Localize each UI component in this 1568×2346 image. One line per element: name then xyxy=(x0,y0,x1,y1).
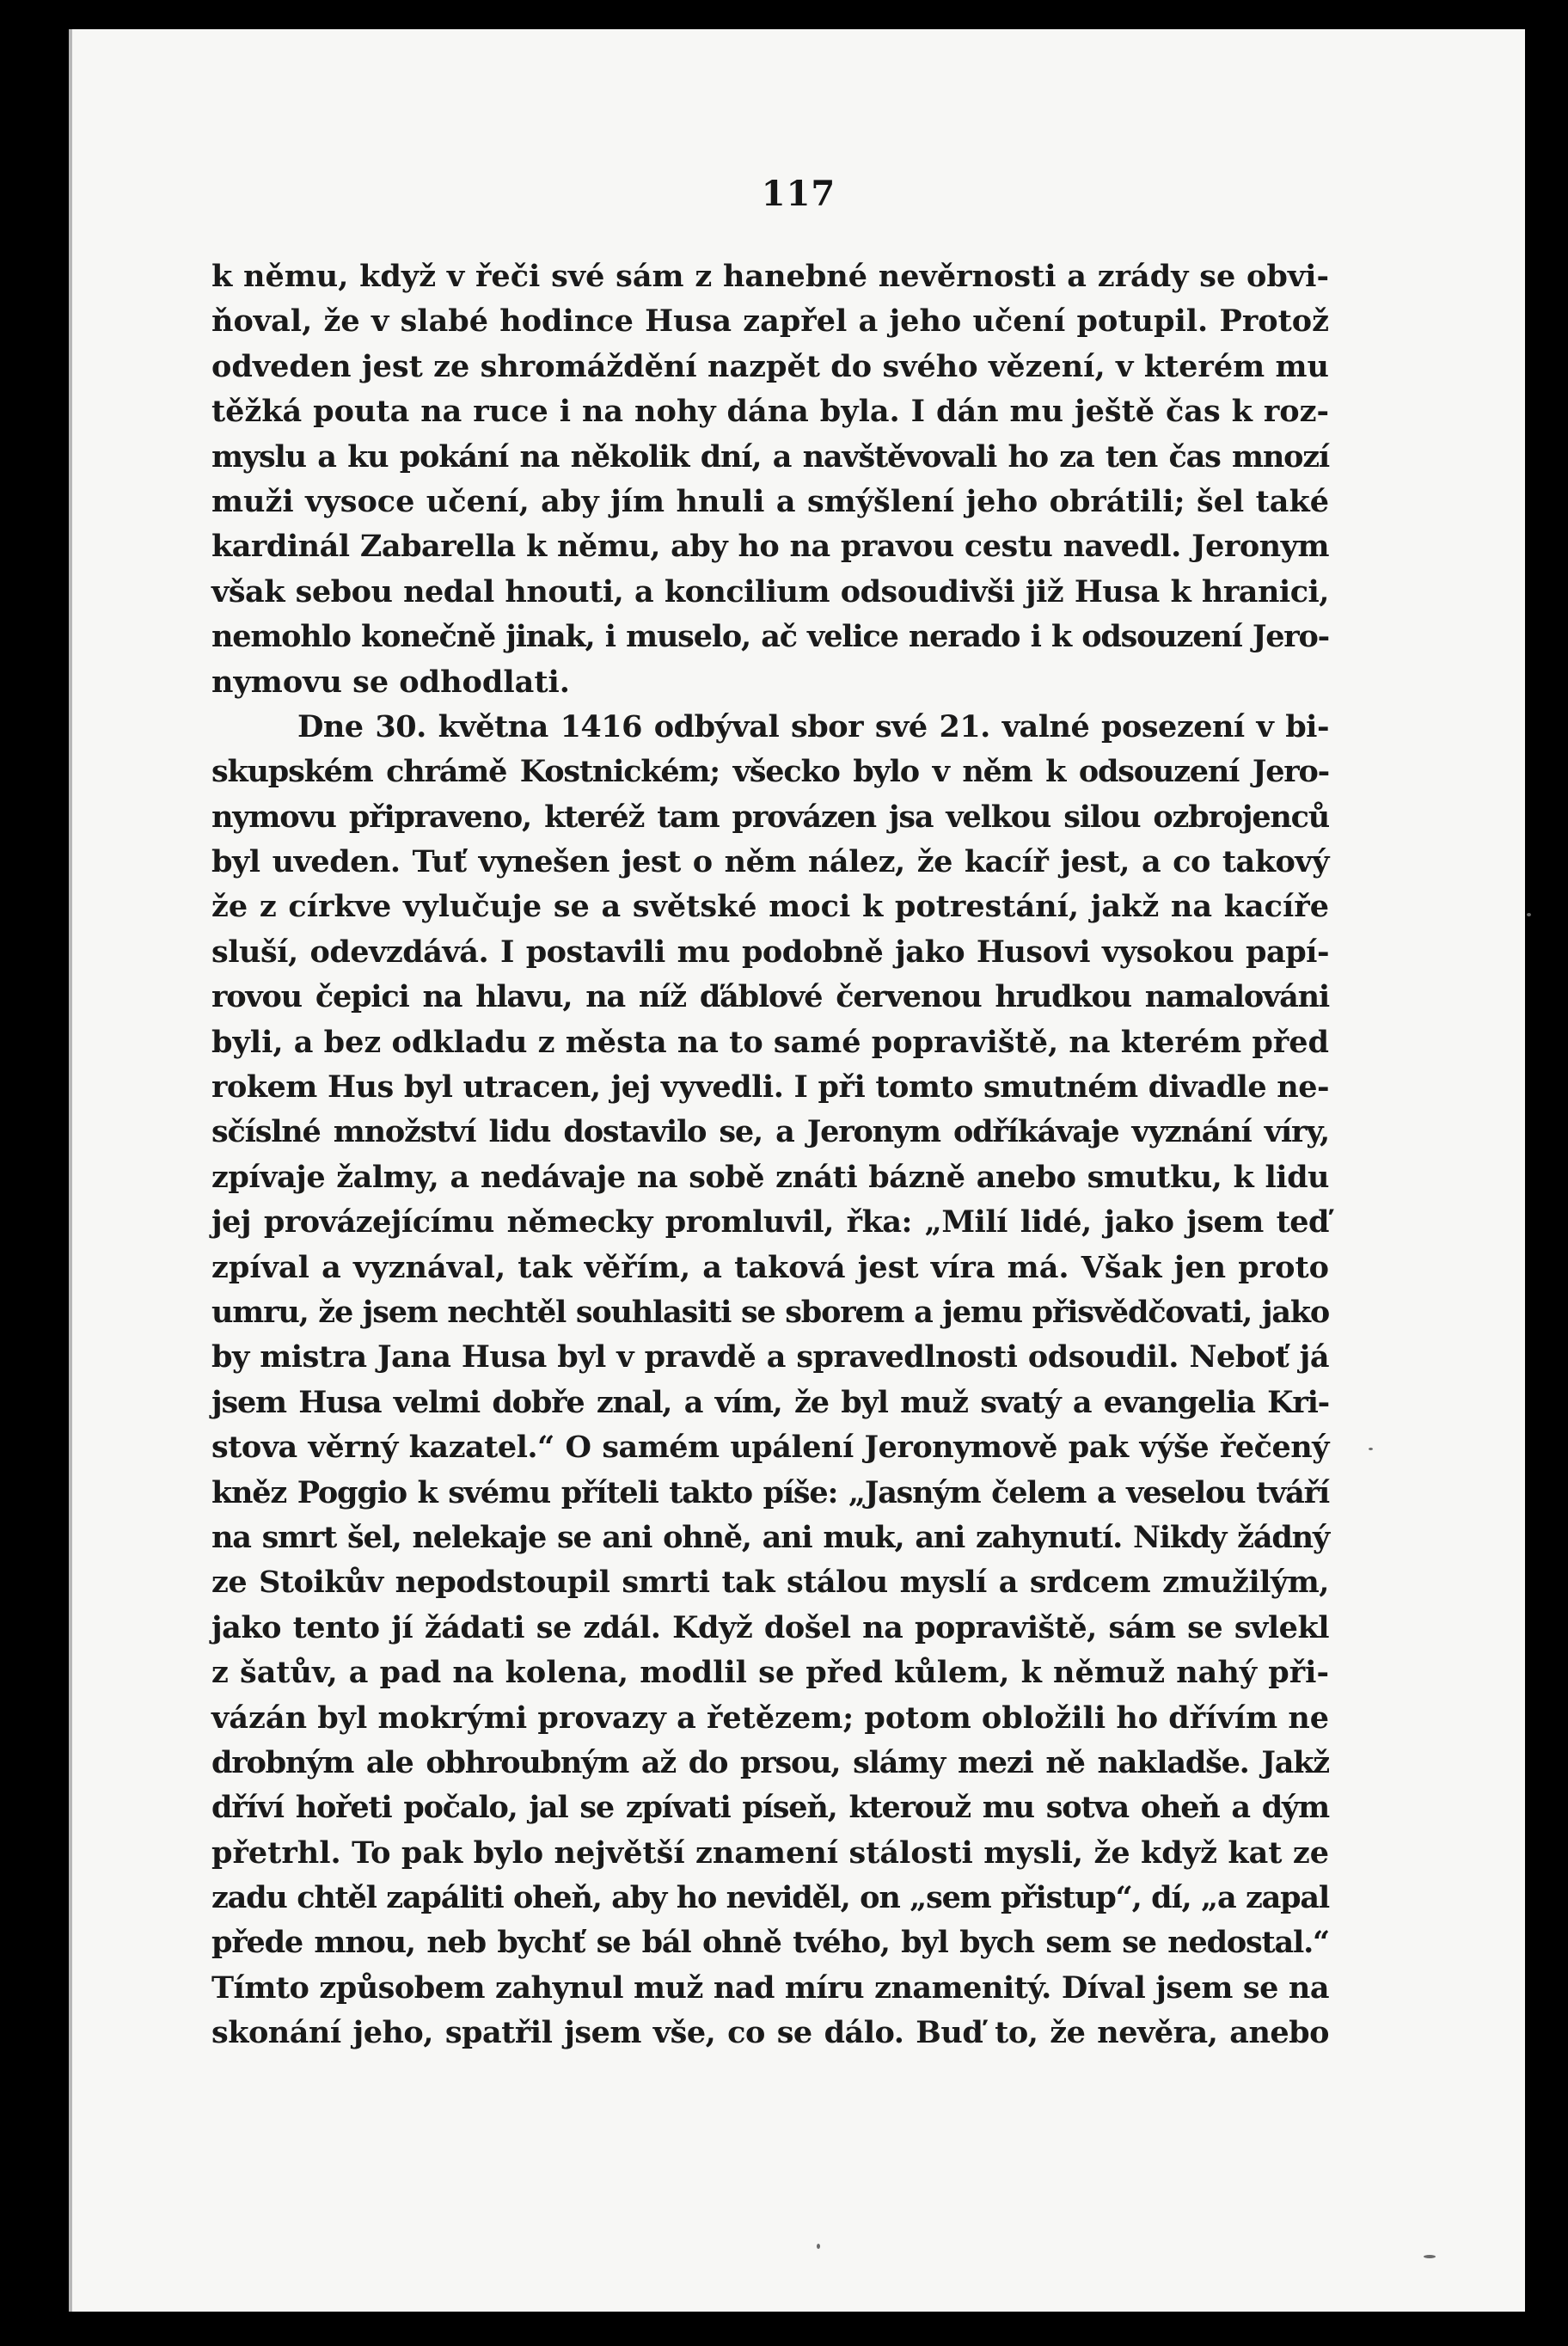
text-line: rovou čepici na hlavu, na níž ďáblové červenou hrudkou namalováni xyxy=(211,979,1329,1015)
scan-speck xyxy=(817,2244,820,2249)
text-line: kardinál Zabarella k němu, aby ho na pravou cestu navedl. Jeronym xyxy=(211,529,1329,565)
text-line: dříví hořeti počalo, jal se zpívati píseň, kterouž mu sotva oheň a dým xyxy=(211,1790,1329,1826)
text-line: sčíslné množství lidu dostavilo se, a Jeronym odříkávaje vyznání víry, xyxy=(211,1114,1329,1150)
text-line: myslu a ku pokání na několik dní, a navštěvovali ho za ten čas mnozí xyxy=(211,438,1329,475)
text-line: jsem Husa velmi dobře znal, a vím, že byl muž svatý a evangelia Kri- xyxy=(211,1384,1329,1420)
text-line: umru, že jsem nechtěl souhlasiti se sborem a jemu přisvědčovati, jako xyxy=(211,1294,1329,1330)
text-line: byli, a bez odkladu z města na to samé popraviště, na kterém před xyxy=(211,1024,1329,1060)
text-line: jej provázejícímu německy promluvil, řka: „Milí lidé, jako jsem teď xyxy=(211,1204,1329,1240)
text-line: k němu, když v řeči své sám z hanebné nevěrnosti a zrády se obvi- xyxy=(211,259,1329,294)
text-line: drobným ale obhroubným až do prsou, slámy mezi ně nakladše. Jakž xyxy=(211,1744,1329,1780)
text-line: byl uveden. Tuť vynešen jest o něm nález, že kacíř jest, a co takový xyxy=(211,844,1329,880)
text-line: přetrhl. To pak bylo největší znamení stálosti mysli, že když kat ze xyxy=(211,1835,1329,1871)
text-line: zpíval a vyznával, tak věřím, a taková jest víra má. Však jen proto xyxy=(211,1249,1329,1285)
text-line: že z církve vylučuje se a světské moci k potrestání, jakž na kacíře xyxy=(211,889,1329,925)
text-line: kněz Poggio k svému příteli takto píše: „Jasným čelem a veselou tváří xyxy=(211,1474,1329,1510)
body-text xyxy=(211,254,1329,2056)
text-line: jako tento jí žádati se zdál. Když došel na popraviště, sám se svlekl xyxy=(211,1609,1329,1645)
paragraph-first-line: Dne 30. května 1416 odbýval sbor své 21. valné posezení v bi- xyxy=(297,708,1329,744)
text-line: muži vysoce učení, aby jím hnuli a smýšlení jeho obrátili; šel také xyxy=(211,483,1329,519)
scan-speck xyxy=(1424,2255,1436,2258)
book-page xyxy=(69,29,1525,2312)
text-line: na smrt šel, nelekaje se ani ohně, ani muk, ani zahynutí. Nikdy žádný xyxy=(211,1519,1329,1555)
text-line: nymovu připraveno, kteréž tam provázen jsa velkou silou ozbrojenců xyxy=(211,799,1329,835)
text-line: by mistra Jana Husa byl v pravdě a spravedlnosti odsoudil. Neboť já xyxy=(211,1339,1329,1375)
paragraph-last-line: nymovu se odhodlati. xyxy=(211,664,570,700)
text-line: rokem Hus byl utracen, jej vyvedli. I při tomto smutném divadle ne- xyxy=(211,1069,1329,1106)
scan-speck xyxy=(1527,913,1531,916)
text-line: odveden jest ze shromáždění nazpět do svého vězení, v kterém mu xyxy=(211,348,1329,384)
text-line: těžká pouta na ruce i na nohy dána byla. I dán mu ještě čas k roz- xyxy=(211,394,1329,430)
text-line: Tímto způsobem zahynul muž nad míru znamenitý. Díval jsem se na xyxy=(211,1969,1329,2006)
text-line: vázán byl mokrými provazy a řetězem; potom obložili ho dřívím ne xyxy=(211,1700,1330,1736)
scan-speck xyxy=(1369,1448,1373,1450)
text-line: přede mnou, neb bychť se bál ohně tvého, byl bych sem se nedostal.“ xyxy=(211,1925,1329,1961)
text-line: ňoval, že v slabé hodince Husa zapřel a jeho učení potupil. Protož xyxy=(211,303,1329,340)
text-line: stova věrný kazatel.“ O samém upálení Jeronymově pak výše řečený xyxy=(211,1430,1329,1466)
text-line: ze Stoikův nepodstoupil smrti tak stálou myslí a srdcem zmužilým, xyxy=(211,1565,1329,1601)
text-line: skonání jeho, spatřil jsem vše, co se dálo. Buď to, že nevěra, anebo xyxy=(211,2015,1329,2051)
text-line: však sebou nedal hnouti, a koncilium odsoudivši již Husa k hranici, xyxy=(211,573,1329,609)
text-line: z šatův, a pad na kolena, modlil se před kůlem, k němuž nahý při- xyxy=(211,1655,1329,1691)
page-number: 117 xyxy=(761,174,836,214)
text-line: zadu chtěl zapáliti oheň, aby ho neviděl, on „sem přistup“, dí, „a zapal xyxy=(211,1880,1329,1916)
text-line: sluší, odevzdává. I postavili mu podobně jako Husovi vysokou papí- xyxy=(211,934,1329,970)
text-line: nemohlo konečně jinak, i muselo, ač velice nerado i k odsouzení Jero- xyxy=(211,619,1329,655)
text-line: zpívaje žalmy, a nedávaje na sobě znáti bázně anebo smutku, k lidu xyxy=(211,1159,1329,1195)
text-line: skupském chrámě Kostnickém; všecko bylo v něm k odsouzení Jero- xyxy=(211,754,1329,790)
